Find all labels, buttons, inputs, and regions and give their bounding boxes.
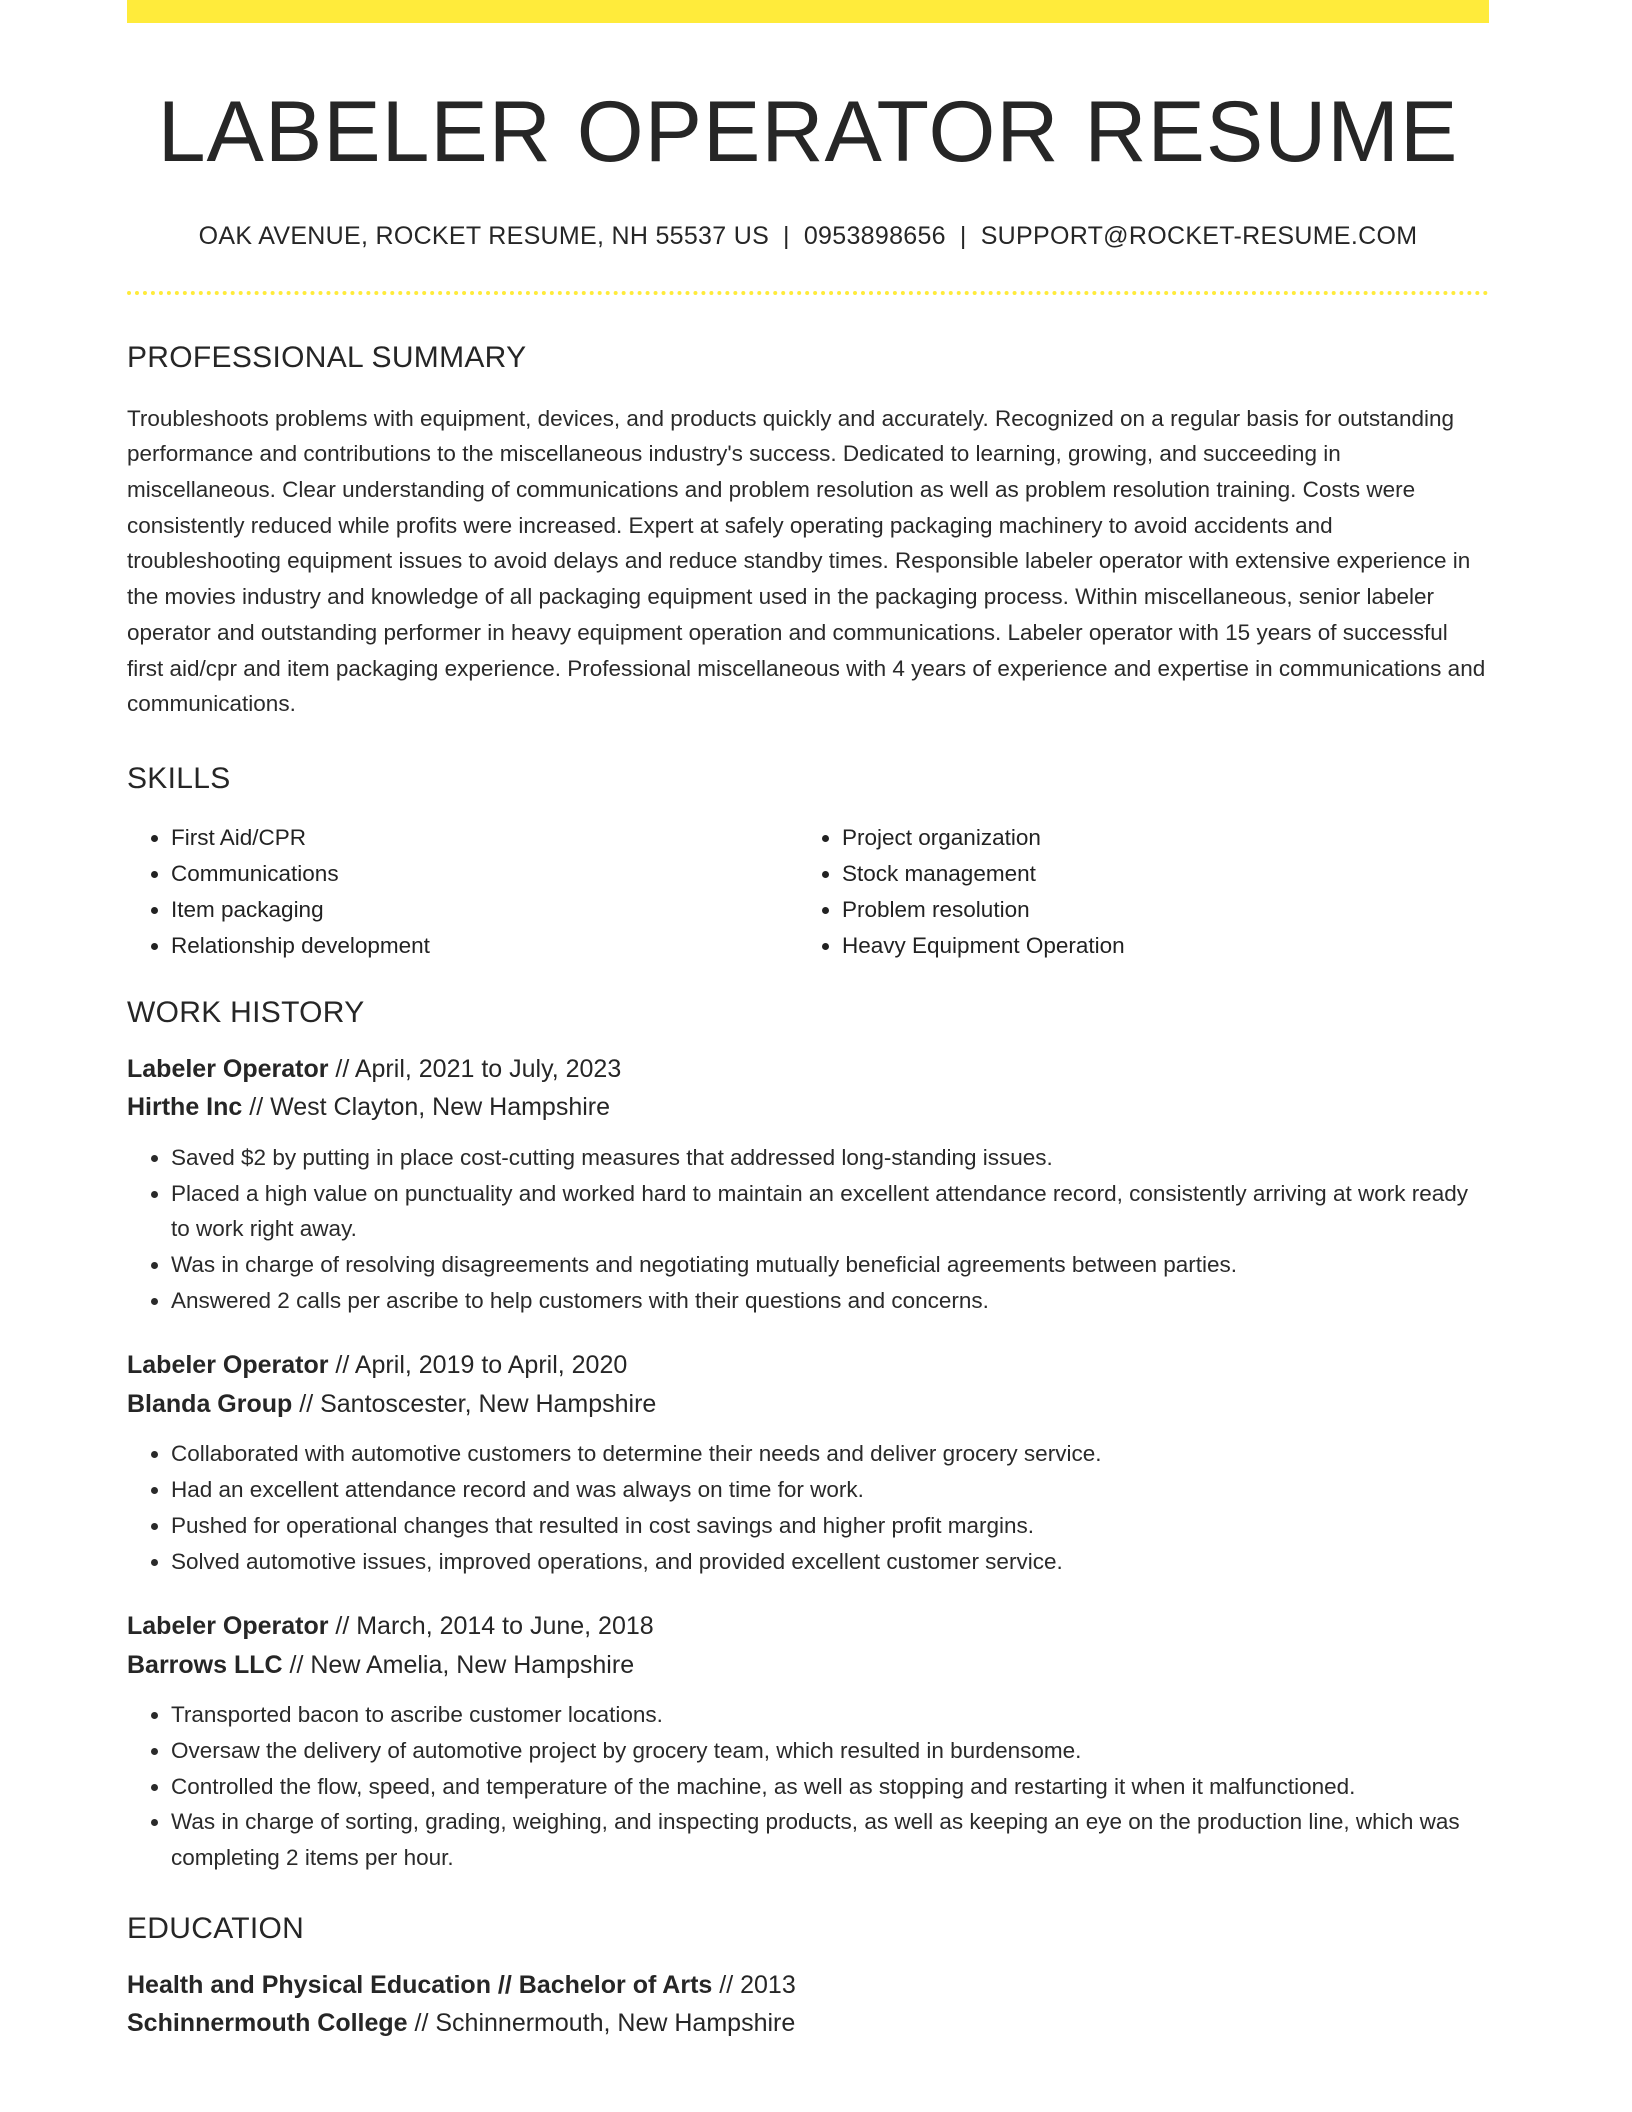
job-company-line xyxy=(127,1385,1489,1424)
job-dates: // April, 2019 to April, 2020 xyxy=(328,1351,628,1380)
job-bullet: • Placed a high value on punctuality and worked hard to maintain an excellent attendance record, consistently arriving at work ready to work right away. xyxy=(171,1176,1489,1247)
job-entry xyxy=(127,1050,1489,1319)
education-entry xyxy=(127,1966,1489,2043)
job-company-line xyxy=(127,1646,1489,1685)
job-entry xyxy=(127,1607,1489,1876)
skills-heading: SKILLS xyxy=(127,761,231,795)
education-school: Schinnermouth College xyxy=(127,2009,408,2038)
job-bullet: • Answered 2 calls per ascribe to help customers with their questions and concerns. xyxy=(171,1283,1489,1319)
skills-list xyxy=(127,820,1489,964)
job-location: // New Amelia, New Hampshire xyxy=(282,1650,635,1679)
education-degree-line xyxy=(127,1966,1489,2005)
job-company: Blanda Group xyxy=(127,1389,293,1418)
summary-heading: PROFESSIONAL SUMMARY xyxy=(127,340,527,374)
skills-column-right xyxy=(798,820,1469,964)
job-bullet: • Solved automotive issues, improved operations, and provided excellent customer service. xyxy=(171,1544,1489,1580)
job-bullet: • Controlled the flow, speed, and temperature of the machine, as well as stopping and restarting it when it malfunctioned. xyxy=(171,1769,1489,1805)
job-bullet: • Had an excellent attendance record and was always on time for work. xyxy=(171,1472,1489,1508)
education-year: // 2013 xyxy=(712,1970,796,1999)
job-bullet: • Was in charge of sorting, grading, weighing, and inspecting products, as well as keeping an eye on the production line, which was completing 2 items per hour. xyxy=(171,1804,1489,1875)
education-heading: EDUCATION xyxy=(127,1911,305,1945)
education-degree: Health and Physical Education // Bachelor of Arts xyxy=(127,1970,713,1999)
education-school-line xyxy=(127,2004,1489,2043)
job-dates: // April, 2021 to July, 2023 xyxy=(328,1054,622,1083)
job-dates: // March, 2014 to June, 2018 xyxy=(328,1612,654,1641)
job-bullet: • Collaborated with automotive customers to determine their needs and deliver grocery service. xyxy=(171,1436,1489,1472)
job-company-line xyxy=(127,1088,1489,1127)
job-bullet: • Saved $2 by putting in place cost-cutting measures that addressed long-standing issues. xyxy=(171,1140,1489,1176)
job-bullet: • Was in charge of resolving disagreements and negotiating mutually beneficial agreements between parties. xyxy=(171,1247,1489,1283)
job-company: Hirthe Inc xyxy=(127,1093,243,1122)
skill-item: • Stock management xyxy=(842,856,1469,892)
job-title-line xyxy=(127,1050,1489,1089)
contact-separator: | xyxy=(959,221,967,250)
job-title: Labeler Operator xyxy=(127,1054,329,1083)
education-location: // Schinnermouth, New Hampshire xyxy=(407,2009,796,2038)
contact-address: OAK AVENUE, ROCKET RESUME, NH 55537 US xyxy=(198,221,770,250)
resume-page xyxy=(127,0,1489,2043)
job-bullets xyxy=(127,1140,1489,1319)
skills-column-left xyxy=(127,820,798,964)
job-bullets xyxy=(127,1436,1489,1579)
accent-top-bar xyxy=(127,0,1489,23)
job-title-line xyxy=(127,1346,1489,1385)
summary-text: Troubleshoots problems with equipment, devices, and products quickly and accurately. Recognized on a regular basis for outstanding performance and contributions to the miscellaneous industry's success. Dedicated to learning, growing, and succeeding in miscellaneous. Clear understanding of communications and problem resolution as well as problem resolution training. Costs were consistently reduced while profits were increased. Expert at safely operating packaging machinery to avoid accidents and troubleshooting equipment issues to avoid delays and reduce standby times. Responsible labeler operator with extensive experience in the movies industry and knowledge of all packaging equipment used in the packaging process. Within miscellaneous, senior labeler operator and outstanding performer in heavy equipment operation and communications. Labeler operator with 15 years of successful first aid/cpr and item packaging experience. Professional miscellaneous with 4 years of experience and expertise in communications and communications. xyxy=(127,405,1486,717)
skill-item: • Communications xyxy=(171,856,798,892)
skill-item: • Heavy Equipment Operation xyxy=(842,928,1469,964)
job-title: Labeler Operator xyxy=(127,1351,329,1380)
contact-separator: | xyxy=(783,221,790,250)
job-location: // Santoscester, New Hampshire xyxy=(292,1389,657,1418)
resume-title: LABELER OPERATOR RESUME xyxy=(157,84,1459,180)
job-bullet: • Oversaw the delivery of automotive project by grocery team, which resulted in burdensome. xyxy=(171,1733,1489,1769)
contact-phone: 0953898656 xyxy=(803,221,946,250)
skill-item: • Relationship development xyxy=(171,928,798,964)
job-title-line xyxy=(127,1607,1489,1646)
dotted-divider xyxy=(127,291,1489,295)
job-bullet: • Pushed for operational changes that resulted in cost savings and higher profit margins. xyxy=(171,1508,1489,1544)
work-history-heading: WORK HISTORY xyxy=(127,995,365,1029)
skill-item: • First Aid/CPR xyxy=(171,820,798,856)
job-bullet: • Transported bacon to ascribe customer locations. xyxy=(171,1697,1489,1733)
contact-email: SUPPORT@ROCKET-RESUME.COM xyxy=(980,221,1418,250)
skill-item: • Item packaging xyxy=(171,892,798,928)
job-location: // West Clayton, New Hampshire xyxy=(242,1093,611,1122)
job-title: Labeler Operator xyxy=(127,1612,329,1641)
job-bullets xyxy=(127,1697,1489,1876)
job-entry xyxy=(127,1346,1489,1579)
skill-item: • Problem resolution xyxy=(842,892,1469,928)
contact-line xyxy=(127,222,1489,251)
job-company: Barrows LLC xyxy=(127,1650,283,1679)
skill-item: • Project organization xyxy=(842,820,1469,856)
